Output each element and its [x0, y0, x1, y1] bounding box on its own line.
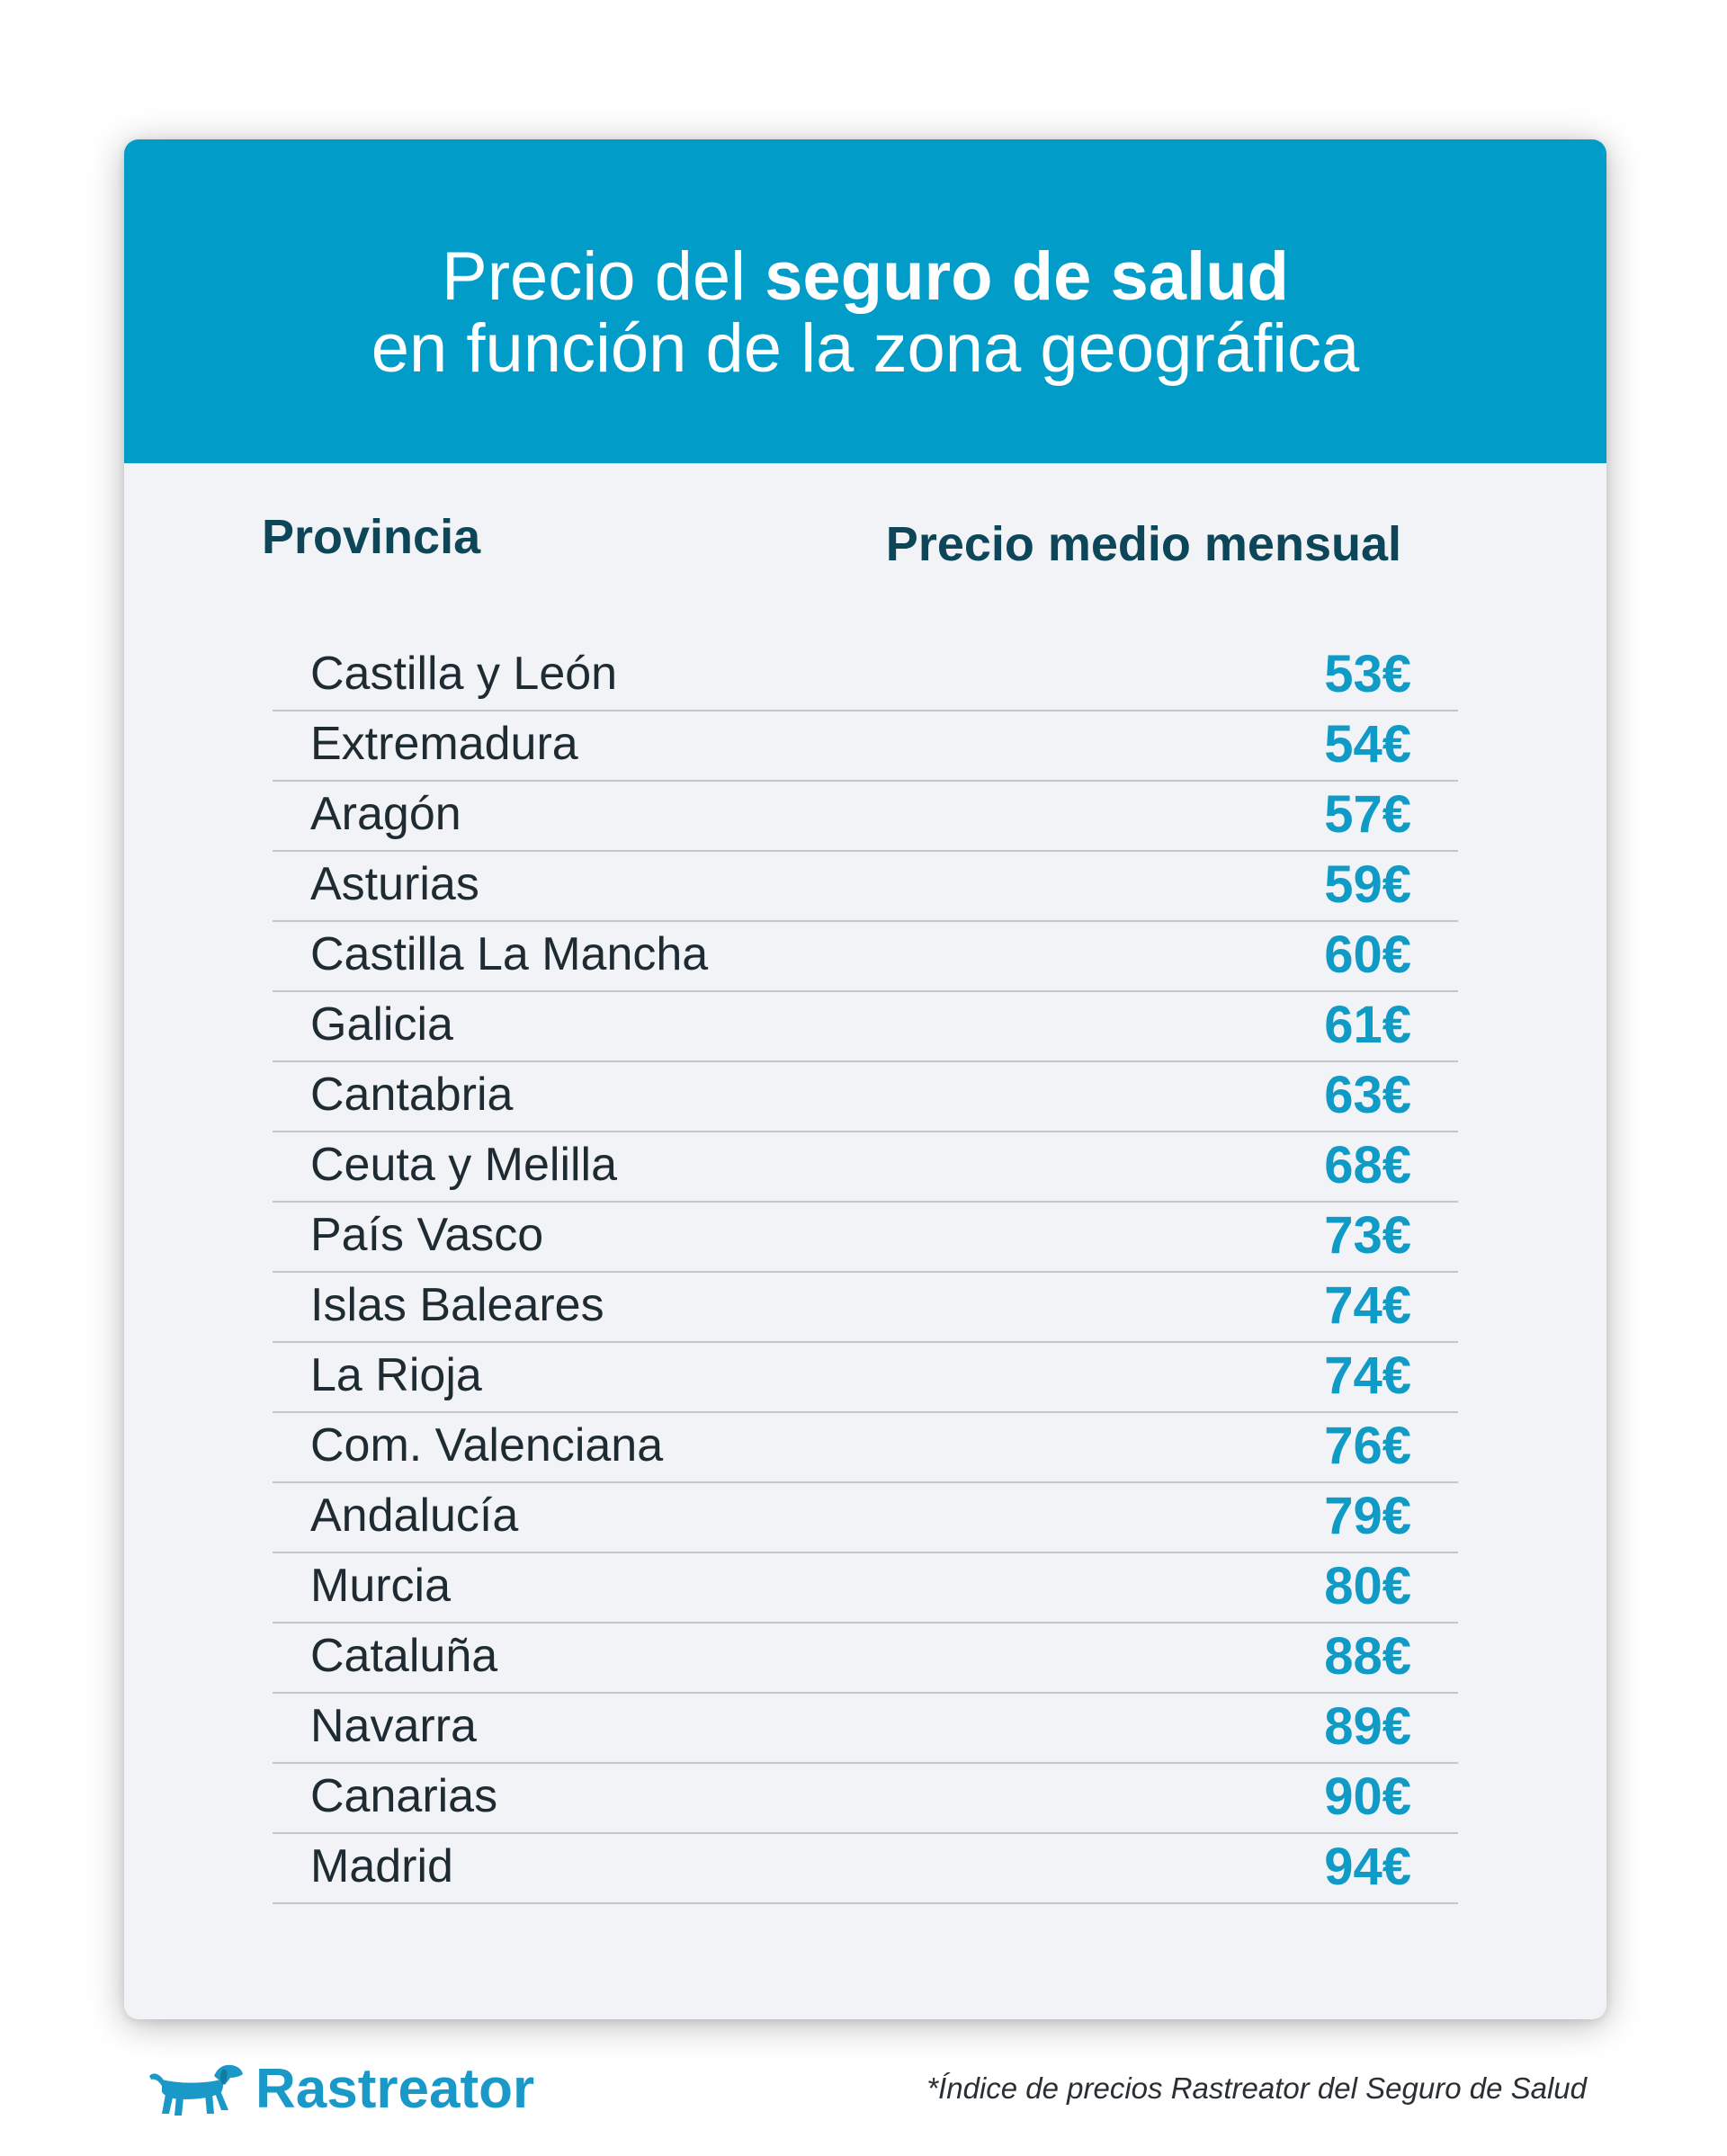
province-price: 76€ [1324, 1417, 1411, 1475]
province-price: 74€ [1324, 1276, 1411, 1335]
brand-name: Rastreator [255, 2058, 535, 2120]
price-table-rows [273, 641, 1458, 1904]
title-line-2: en función de la zona geográfica [371, 310, 1360, 387]
province-price: 74€ [1324, 1346, 1411, 1405]
table-row [273, 1062, 1458, 1132]
province-name: La Rioja [310, 1349, 482, 1401]
province-name: Madrid [310, 1840, 453, 1892]
province-name: Cataluña [310, 1630, 498, 1682]
table-row [273, 1132, 1458, 1203]
province-column-header: Provincia [262, 510, 481, 564]
price-table-card [124, 139, 1606, 2019]
province-name: Castilla La Mancha [310, 928, 709, 980]
table-row [273, 1834, 1458, 1904]
card-header [124, 139, 1606, 463]
province-price: 61€ [1324, 996, 1411, 1054]
province-price: 90€ [1324, 1767, 1411, 1826]
rastreator-logo [148, 2053, 534, 2125]
table-row [273, 1413, 1458, 1483]
table-row [273, 641, 1458, 711]
province-name: Canarias [310, 1770, 498, 1822]
table-row [273, 852, 1458, 922]
table-row [273, 1483, 1458, 1553]
table-row [273, 1624, 1458, 1694]
dachshund-dog-icon [148, 2058, 245, 2121]
province-price: 73€ [1324, 1206, 1411, 1265]
province-name: Extremadura [310, 718, 578, 770]
province-name: Murcia [310, 1560, 452, 1612]
table-row [273, 782, 1458, 852]
source-footnote: *Índice de precios Rastreator del Seguro de Salud [926, 2071, 1587, 2105]
table-row [273, 1343, 1458, 1413]
table-row [273, 1553, 1458, 1624]
province-price: 57€ [1324, 785, 1411, 844]
province-price: 59€ [1324, 855, 1411, 914]
province-price: 80€ [1324, 1557, 1411, 1615]
province-name: Aragón [310, 788, 461, 840]
province-price: 53€ [1324, 645, 1411, 703]
province-name: Navarra [310, 1700, 477, 1752]
table-row [273, 1694, 1458, 1764]
province-name: Com. Valenciana [310, 1419, 664, 1472]
province-name: País Vasco [310, 1209, 544, 1261]
province-name: Castilla y León [310, 648, 618, 700]
title-prefix: Precio del [442, 238, 747, 315]
table-row [273, 922, 1458, 992]
province-price: 79€ [1324, 1487, 1411, 1545]
table-row [273, 992, 1458, 1062]
table-row [273, 1273, 1458, 1343]
province-price: 89€ [1324, 1697, 1411, 1756]
province-name: Ceuta y Melilla [310, 1139, 618, 1191]
title-bold: seguro de salud [765, 238, 1289, 315]
table-row [273, 711, 1458, 782]
province-price: 94€ [1324, 1838, 1411, 1896]
province-price: 63€ [1324, 1066, 1411, 1124]
province-name: Cantabria [310, 1069, 514, 1121]
table-row [273, 1764, 1458, 1834]
province-name: Galicia [310, 998, 453, 1051]
title-line-1 [124, 237, 1606, 318]
price-column-header: Precio medio mensual [885, 517, 1401, 571]
table-row [273, 1203, 1458, 1273]
province-price: 88€ [1324, 1627, 1411, 1686]
province-name: Andalucía [310, 1490, 519, 1542]
province-price: 54€ [1324, 715, 1411, 774]
province-price: 60€ [1324, 926, 1411, 984]
province-name: Islas Baleares [310, 1279, 604, 1331]
province-price: 68€ [1324, 1136, 1411, 1194]
province-name: Asturias [310, 858, 479, 910]
